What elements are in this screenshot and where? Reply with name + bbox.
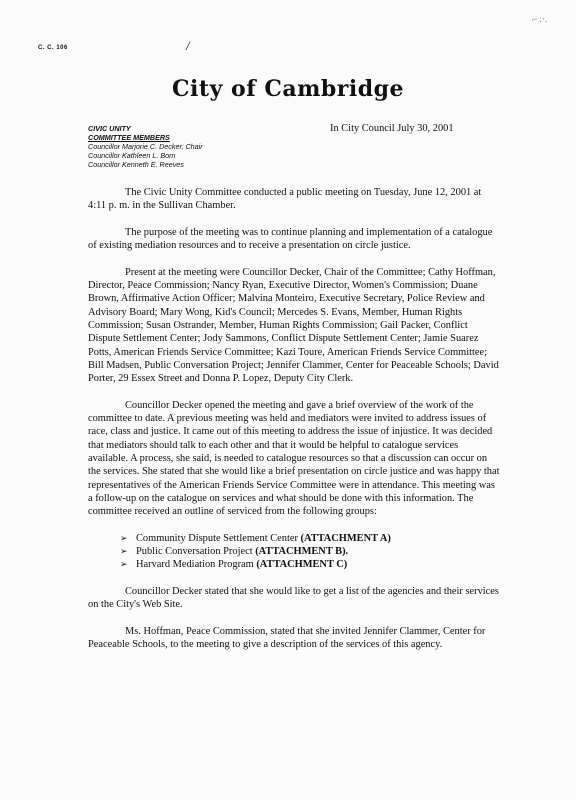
corner-scan-mark: ⌐ :·. xyxy=(532,14,548,24)
attachment-tag: (ATTACHMENT C) xyxy=(256,559,348,571)
attachment-name: Harvard Mediation Program xyxy=(136,559,257,571)
paragraph-overview: Councillor Decker opened the meeting and gave a brief overview of the work of the committee to date. A previous meeting was held and mediators were invited to address issues of race, class and justice. It came out of this meeting to address the issue of injustice. It was decided that mediators should talk to each other and that it would be helpful to catalogue services available. A process, she said, is needed to catalogue resources so that a discussion can occur on the services. She stated that she would like a brief presentation on circle justice and was happy that representatives of the American Friends Service Committee were in attendance. This meeting was a follow-up on the catalogue on services and what should be done with this information. The committee received an outline of serviced from the following groups: xyxy=(88,399,500,518)
list-item xyxy=(120,545,500,558)
arrow-bullet-icon: ➢ xyxy=(120,532,128,543)
document-title: City of Cambridge xyxy=(172,76,404,102)
arrow-bullet-icon: ➢ xyxy=(120,546,128,557)
committee-block xyxy=(88,124,203,169)
paragraph-purpose: The purpose of the meeting was to continue planning and implementation of a catalogue of existing mediation resources and to receive a presentation on circle justice. xyxy=(88,226,493,252)
attachment-tag: (ATTACHMENT A) xyxy=(300,532,391,544)
committee-heading: CIVIC UNITY xyxy=(88,124,131,133)
list-item xyxy=(120,532,500,545)
paragraph-web-site: Councillor Decker stated that she would like to get a list of the agencies and their services on the City's Web Site. xyxy=(88,585,499,611)
paragraph-meeting-info: The Civic Unity Committee conducted a public meeting on Tuesday, June 12, 2001 at 4:11 p. m. in the Sullivan Chamber. xyxy=(88,187,482,212)
committee-member: Councillor Marjorie C. Decker, Chair xyxy=(88,142,203,151)
arrow-bullet-icon: ➢ xyxy=(120,559,128,570)
handwritten-slash-mark: / xyxy=(186,38,190,53)
committee-subheading: COMMITTEE MEMBERS xyxy=(88,133,170,142)
attachment-tag: (ATTACHMENT B). xyxy=(255,546,349,558)
committee-member: Councillor Kathleen L. Born xyxy=(88,151,176,160)
attachment-name: Community Dispute Settlement Center xyxy=(136,532,301,544)
attachment-name: Public Conversation Project xyxy=(136,546,256,558)
committee-member: Councillor Kenneth E. Reeves xyxy=(88,160,184,169)
document-body xyxy=(88,186,500,665)
council-date: In City Council July 30, 2001 xyxy=(330,123,454,134)
form-code: C. C. 106 xyxy=(38,45,68,51)
paragraph-hoffman: Ms. Hoffman, Peace Commission, stated that she invited Jennifer Clammer, Center for Peaceable Schools, to the meeting to give a description of the services of this agency. xyxy=(88,625,486,651)
list-item xyxy=(120,558,500,571)
attachment-list xyxy=(88,532,500,572)
paragraph-attendees: Present at the meeting were Councillor Decker, Chair of the Committee; Cathy Hoffman, Director, Peace Commission; Nancy Ryan, Executive Director, Women's Commission; Duane Brown, Affirmative Action Officer; Malvina Monteiro, Executive Secretary, Police Review and Advisory Board; Mary Wong, Kid's Council; Mercedes S. Evans, Member, Human Rights Commission; Susan Ostrander, Member, Human Rights Commission; Gail Packer, Conflict Dispute Settlement Center; Jody Sammons, Conflict Dispute Settlement Center; Jamie Suarez Potts, American Friends Service Committee; Kazi Toure, American Friends Service Committee; Bill Madsen, Public Conversation Project; Jennifer Clammer, Center for Peaceable Schools; David Porter, 29 Essex Street and Donna P. Lopez, Deputy City Clerk. xyxy=(88,266,499,385)
